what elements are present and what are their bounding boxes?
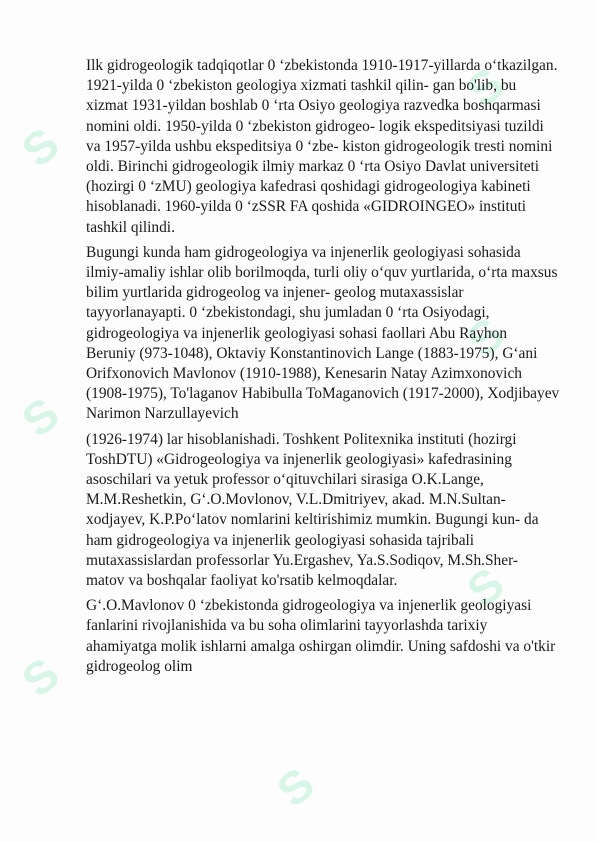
watermark-logo: S [11,117,69,177]
paragraph: (1926-1974) lar hisoblanishadi. Toshkent Politexnika instituti (hozirgi ToshDTU) «Gidrogeologiya va injenerlik geologiyasi» kafedrasining asoschilari va yetuk professor o‘qituvchilari sirasiga O.K.Lange, M.M.Reshetkin, G‘.O.Movlonov, V.L.Dmitriyev, akad. M.N.Sultan- xodjayev, K.P.Po‘latov nomlarini keltirishimiz mumkin. Bugungi kun- da ham gidrogeologiya va injenerlik geologiyasi sohasida tajribali mutaxassislardan professorlar Yu.Ergashev, Ya.S.Sodiqov, M.Sh.Sher- matov va boshqalar faoliyat ko'rsatib kelmoqdalar. [86,430,539,590]
paragraph: G‘.O.Mavlonov 0 ‘zbekistonda gidrogeologiya va injenerlik geologiyasi fanlarini rivojlanishida va bu soha olimlarini tayyorlashda tarixiy ahamiyatga molik ishlarni amalga oshirgan olimdir. Uning safdoshi va o'tkir gidrogeolog olim [86,597,556,675]
paragraph: Bugungi kunda ham gidrogeologiya va injenerlik geologiyasi sohasida ilmiy-amaliy ishlar olib borilmoqda, turli oliy o‘quv yurtlarida, o‘rta maxsus bilim yurtlarida gidrogeolog va injener- geolog mutaxassislar tayyorlanayapti. 0 ‘zbekistondagi, shu jumladan 0 ‘rta Osiyodagi, gidrogeologiya va injenerlik geologiyasi sohasi faollari Abu Rayhon Beruniy (973-1048), Oktaviy Konstantinovich Lange (1883-1975), G‘ani Orifxonovich Mavlonov (1910-1988), Kenesarin Natay Azimxonovich (1908-1975), To'laganov Habibulla ToMaganovich (1917-2000), Xodjibayev Narimon Narzullayevich [86,243,560,423]
watermark-logo: S [11,387,69,447]
document-page [86,56,560,682]
watermark-logo: S [266,757,324,817]
watermark-logo: S [456,57,514,117]
watermark-logo: S [456,557,514,617]
watermark-logo: S [11,647,69,707]
paragraph: Ilk gidrogeologik tadqiqotlar 0 ‘zbekistonda 1910-1917-yillarda o‘tkazilgan. 1921-yilda 0 ‘zbekiston geologiya xizmati tashkil qilin- gan bo'lib, bu xizmat 1931-yildan boshlab 0 ‘rta Osiyo geologiya razvedka boshqarmasi nomini oldi. 1950-yilda 0 ‘zbekiston gidrogeo- logik ekspeditsiyasi tuzildi va 1957-yilda ushbu ekspeditsiya 0 ‘zbe- kiston gidrogeologik tresti nomini oldi. Birinchi gidrogeologik ilmiy markaz 0 ‘rta Osiyo Davlat universiteti (hozirgi 0 ‘zMU) geologiya kafedrasi qoshidagi gidrogeologiya kabineti hisoblanadi. 1960-yilda 0 ‘zSSR FA qoshida «GIDROINGEO» instituti tashkil qilindi. [86,57,558,236]
watermark-logo: S [456,307,514,367]
